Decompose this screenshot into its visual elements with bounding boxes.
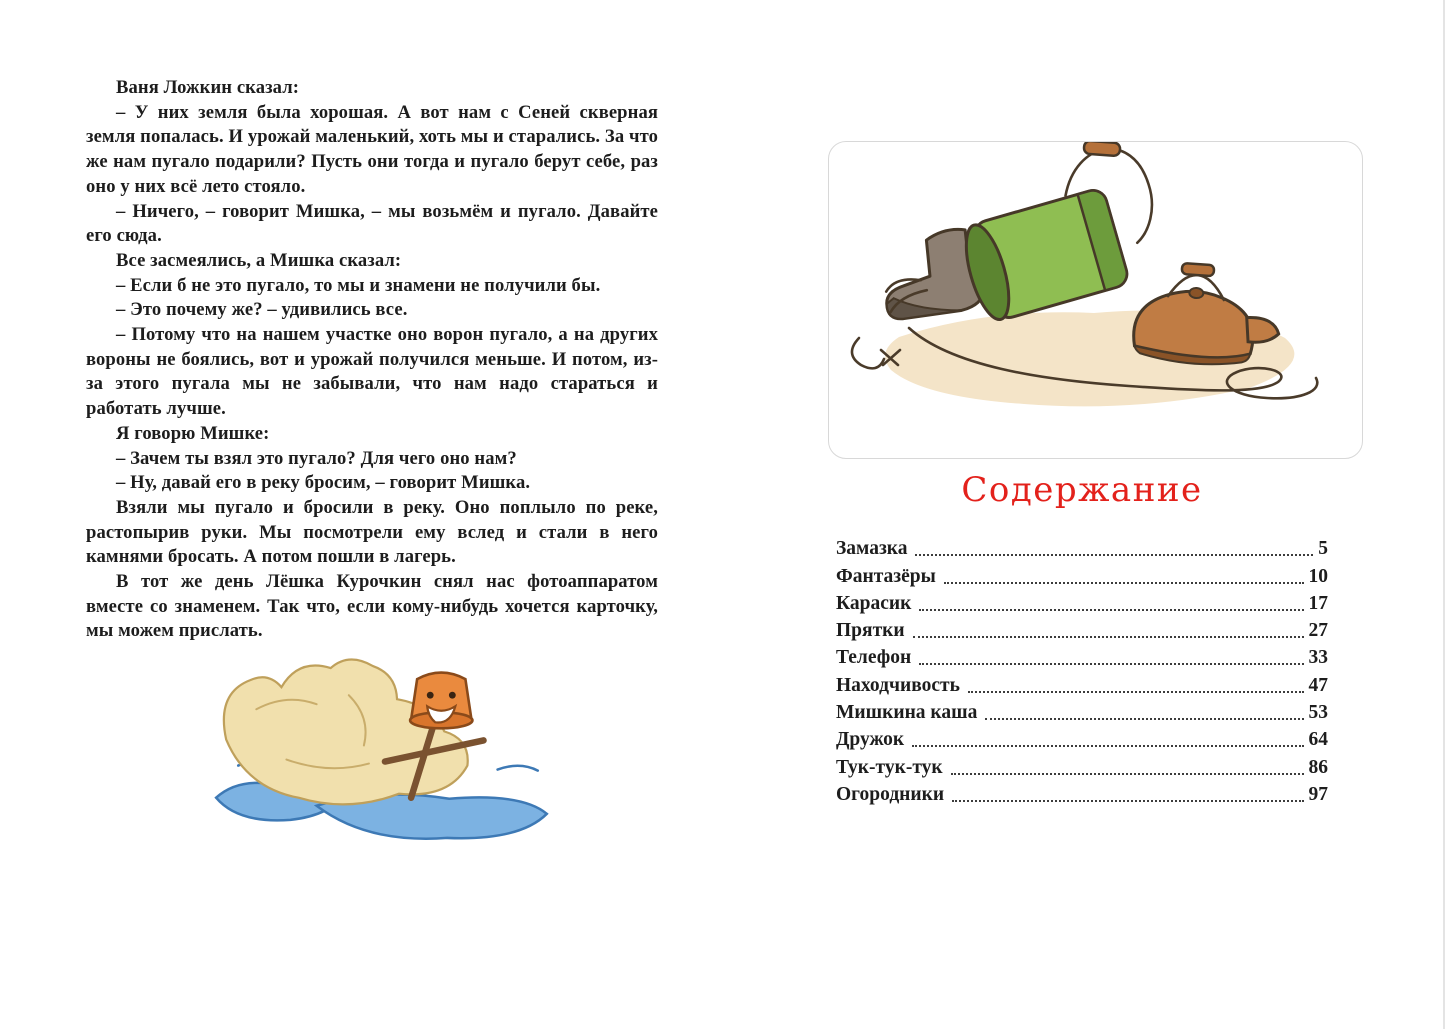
toc-dot-leader — [912, 745, 1303, 747]
toc-page-number: 86 — [1308, 756, 1328, 778]
story-paragraph: – Ну, давай его в реку бросим, – говорит Мишка. — [116, 472, 531, 494]
scarecrow-in-river-illustration — [198, 646, 580, 864]
toc-entry-title: Находчивость — [836, 674, 960, 696]
toc-entry — [836, 615, 1328, 642]
toc-dot-leader — [919, 609, 1303, 611]
story-paragraph: В тот же день Лёшка Курочкин снял нас фотоаппаратом вместе со знаменем. Так что, если кому-нибудь хочется карточку, мы можем прислать. — [86, 571, 658, 642]
toc-entry-title: Огородники — [836, 783, 945, 805]
pot-head — [410, 673, 472, 729]
toc-entry-title: Дружок — [836, 729, 905, 751]
toc-entry-title: Замазка — [836, 538, 908, 560]
toc-entry — [836, 669, 1328, 696]
toc-dot-leader — [968, 691, 1304, 693]
story-paragraph: Взяли мы пугало и бросили в реку. Оно поплыло по реке, растопырив руки. Мы посмотрели ему вслед и стали в него камнями бросать. А потом пошли в лагерь. — [86, 496, 658, 568]
toc-page-number: 5 — [1318, 538, 1328, 560]
toc-entry — [836, 560, 1328, 587]
toc-entry — [836, 697, 1328, 724]
toc-entry — [836, 751, 1328, 778]
story-paragraph: Я говорю Мишке: — [116, 422, 270, 444]
toc-title: Содержание — [961, 470, 1203, 510]
green-can — [944, 142, 1174, 325]
toc-entry-title: Мишкина каша — [836, 702, 978, 724]
story-paragraph: – Зачем ты взял это пугало? Для чего оно нам? — [116, 447, 517, 469]
toc-entry — [836, 533, 1328, 560]
toc-dot-leader — [944, 582, 1304, 584]
toc-page-number: 17 — [1308, 592, 1328, 614]
toc-entry-title: Прятки — [836, 620, 905, 642]
toc-entry — [836, 588, 1328, 615]
toc-dot-leader — [913, 636, 1304, 638]
toc-page-number: 33 — [1308, 647, 1328, 669]
story-paragraph: – Ничего, – говорит Мишка, – мы возьмём и пугало. Давайте его сюда. — [86, 200, 658, 247]
toc-page-number: 10 — [1308, 565, 1328, 587]
toc-entry-title: Фантазёры — [836, 565, 936, 587]
story-paragraph: Ваня Ложкин сказал: — [116, 77, 300, 98]
story-paragraph: – У них земля была хорошая. А вот нам с Сеней скверная земля попалась. И урожай маленький, хоть мы и старались. За что же нам пугало подарили? Пусть они тогда и пугало берут себе, раз оно у них всё лето стояло. — [86, 101, 658, 197]
toc-page-number: 47 — [1308, 674, 1328, 696]
toc-page-number: 27 — [1308, 620, 1328, 642]
story-paragraph: – Потому что на нашем участке оно ворон пугало, а на других вороны не боялись, вот и урожай получился меньше. И потом, из-за этого пугала мы не забывали, что нам надо стараться и работать лучше. — [86, 324, 658, 420]
story-text-block — [86, 76, 658, 644]
story-paragraph: – Это почему же? – удивились все. — [116, 299, 408, 321]
toc-page-number: 64 — [1308, 729, 1328, 751]
toc-entry-title: Телефон — [836, 647, 912, 669]
story-paragraph: Все засмеялись, а Мишка сказал: — [116, 249, 402, 271]
toc-dot-leader — [951, 773, 1304, 775]
toc-entry — [836, 642, 1328, 669]
toc-entry-title: Тук-тук-тук — [836, 756, 943, 778]
toc-page-number: 97 — [1308, 783, 1328, 805]
story-paragraph: – Если б не это пугало, то мы и знамени не получили бы. — [116, 274, 601, 296]
table-of-contents — [836, 533, 1328, 806]
toc-page-number: 53 — [1308, 702, 1328, 724]
toc-dot-leader — [952, 800, 1303, 802]
junk-still-life-illustration — [828, 141, 1363, 459]
toc-entry — [836, 724, 1328, 751]
toc-entry-title: Карасик — [836, 592, 912, 614]
toc-entry — [836, 779, 1328, 806]
toc-dot-leader — [919, 663, 1303, 665]
toc-dot-leader — [985, 718, 1303, 720]
toc-dot-leader — [915, 554, 1313, 556]
